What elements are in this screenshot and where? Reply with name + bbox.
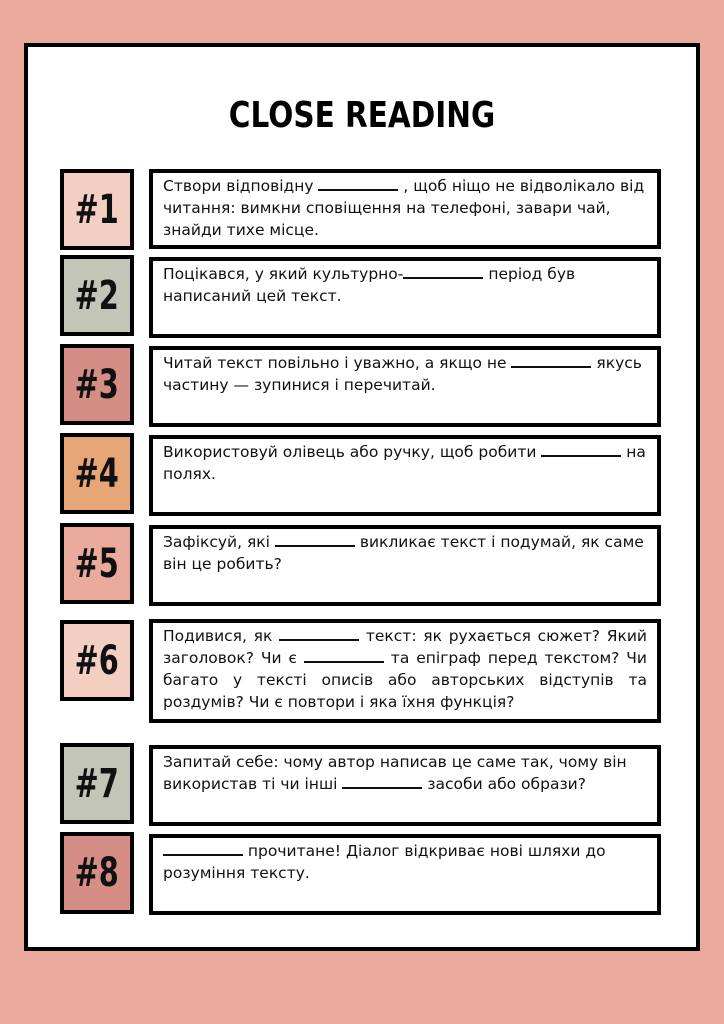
fill-blank[interactable] [163, 840, 243, 856]
worksheet [24, 43, 700, 951]
step-text-6 [149, 619, 661, 723]
step-number-2 [60, 255, 134, 336]
step-number-1-label: #1 [74, 186, 120, 233]
step-6-text-c: та епіграф перед текстом? Чи багато у тексті описів або авторських відступів та роздумів? Чи є повтори і яка їхня функція? [163, 649, 647, 711]
step-1-text-b: , щоб ніщо не відволікало від читання: вимкни сповіщення на телефоні, завари чай, знайди тихе місце. [163, 177, 645, 239]
step-4-text-a: Використовуй олівець або ручку, щоб робити [163, 443, 542, 461]
step-5-text-b: викликає текст і подумай, як саме він це робить? [163, 533, 644, 573]
step-6-text-a: Подивися, як [163, 627, 280, 645]
step-text-5 [149, 525, 661, 606]
step-number-2-label: #2 [74, 272, 120, 319]
step-number-8 [60, 832, 134, 914]
fill-blank[interactable] [541, 441, 621, 457]
step-text-8 [149, 834, 661, 915]
step-2-text-a: Поцікався, у який культурно- [163, 265, 404, 283]
step-7-text-a: Запитай себе: чому автор написав це саме так, чому він використав ті чи інші [163, 753, 627, 793]
step-number-4-label: #4 [74, 450, 120, 497]
step-number-8-label: #8 [74, 850, 120, 896]
page-title: CLOSE READING [228, 95, 496, 136]
step-2-text-b: період був написаний цей текст. [163, 265, 576, 305]
step-5-text-a: Зафіксуй, які [163, 533, 275, 551]
fill-blank[interactable] [318, 175, 398, 191]
step-8-text-b: прочитане! Діалог відкриває нові шляхи до розуміння тексту. [163, 842, 606, 882]
step-4-text-b: на полях. [163, 443, 646, 483]
step-number-7-label: #7 [74, 760, 120, 807]
step-text-3 [149, 346, 661, 427]
step-number-5 [60, 523, 134, 604]
step-number-5-label: #5 [74, 540, 120, 587]
step-number-4 [60, 433, 134, 514]
step-text-1 [149, 169, 661, 249]
step-text-4 [149, 435, 661, 516]
step-3-text-a: Читай текст повільно і уважно, а якщо не [163, 354, 512, 372]
step-text-7 [149, 745, 661, 826]
step-number-3 [60, 344, 134, 425]
step-3-text-b: якусь частину — зупинися і перечитай. [163, 354, 642, 394]
step-1-text-a: Створи відповідну [163, 177, 319, 195]
step-number-3-label: #3 [74, 361, 120, 408]
fill-blank[interactable] [279, 625, 359, 641]
step-number-7 [60, 743, 134, 824]
step-7-text-b: засоби або образи? [422, 775, 586, 793]
fill-blank[interactable] [304, 647, 384, 663]
step-number-1 [60, 169, 134, 250]
fill-blank[interactable] [511, 352, 591, 368]
fill-blank[interactable] [342, 773, 422, 789]
step-number-6-label: #6 [74, 637, 120, 684]
step-number-6 [60, 620, 134, 701]
step-6-text-b: текст: як рухається сюжет? Який заголовок? Чи є [163, 627, 648, 667]
fill-blank[interactable] [275, 531, 355, 547]
step-text-2 [149, 257, 661, 338]
fill-blank[interactable] [403, 263, 483, 279]
